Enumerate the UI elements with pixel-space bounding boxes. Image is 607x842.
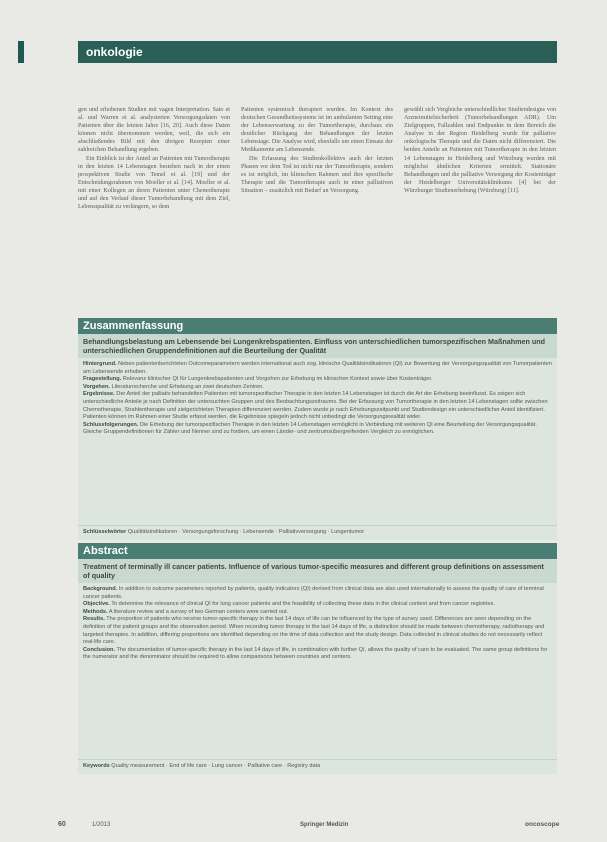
text-column-1 xyxy=(78,106,230,314)
section-text: Literaturrecherche und Erhebung an zwei deutschen Zentren. xyxy=(111,383,264,390)
section-header: onkologie xyxy=(78,41,557,63)
paragraph: gewählt sich Vergleiche unterschiedlicher Studiendesigns von Arzneimittelsicherheit (Tumorbehandlungen ADR). Um Zielgruppen, Fallzahlen und Endpunkte in dem Bereich die Analyse in der Region Heidelberg wurde für palliative onkologische Therapie und die Daten nicht differenziert. Die beiden Anteile an Patienten mit Tumortherapie in den letzten 14 Lebenstagen in Heidelberg und Würzburg wurden mit möglichst ähnlichen Kriterien ermittelt. Stationäre Behandlungen und die palliative Versorgung der Kostenträger der Heidelberger Universitätsklinikums [4] bei der Würzburger Studienerhebung (Würzburg) [11]. xyxy=(404,107,556,194)
issue-label: 1/2013 xyxy=(92,822,111,828)
keywords-label: Keywords xyxy=(83,763,110,769)
page-footer xyxy=(0,818,607,832)
abstract-heading: Abstract xyxy=(78,543,557,559)
abstract-title: Treatment of terminally ill cancer patients. Influence of various tumor-specific measures and different group definitions on assessment of quality xyxy=(78,559,557,583)
section-text: In addition to outcome parameters reported by patients, quality indicators (QI) derived from clinical data are also used internationally to assess the quality of care of terminal cancer patients. xyxy=(83,586,544,600)
abstract-section xyxy=(83,601,552,609)
abstract-section xyxy=(83,609,552,617)
summary-section xyxy=(83,384,552,392)
section-text: Der Anteil der palliativ behandelten Patienten mit tumorspezifischer Therapie in den letzten 14 Lebenstagen ist durch die Art der Erhebung beeinflusst. Es zeigen sich unterschiedliche Anteile je nach Definition der untersuchten Gruppen und des Beobachtungszeitraums. Bei der Erfassung von Tumortherapie in den letzten 14 Lebenstagen sollte zwischen Chemotherapie, Strahlentherapie und zielgerichteten Therapien differenziert werden. Zudem wurde je nach Erhebungszeitpunkt und Studiendesign ein unterschiedlicher Anteil identifiziert. Patienten können im Rahmen einer Studie erfasst werden, die Ergebnisse spiegeln jedoch nicht unbedingt die Versorgungsrealität wider. xyxy=(83,391,548,421)
section-label: Fragestellung. xyxy=(83,376,122,383)
section-label: Schlussfolgerungen. xyxy=(83,421,139,428)
keywords-text: Qualitätsindikatoren · Versorgungsforschung · Lebensende · Palliativversorgung · Lungentumor xyxy=(127,529,365,535)
section-label: Hintergrund. xyxy=(83,361,117,367)
abstract-section xyxy=(83,616,552,646)
paragraph: Patienten systemisch therapiert wurden. Im Kontext des deutschen Gesundheitssystems ist im ambulanten Setting eine der Lebenserwartung zu der Tumortherapie, durchaus ein deutlicher Rückgang der Behandlungen der letzten Lebenstage. Die Analyse wird, ebenfalls um einen Einsatz der Medikamente am Lebensende. xyxy=(241,107,393,154)
section-label: Methods. xyxy=(83,608,108,615)
keywords-text: Quality measurement · End of life care · Lung cancer · Palliative care · Registry data xyxy=(111,763,321,769)
zusammenfassung-box xyxy=(78,318,557,538)
section-label: Conclusion. xyxy=(83,646,116,653)
section-text: Neben patientenberichteten Outcomeparametern werden international auch sog. klinische Qualitätsindikatoren (QI) zur Bewertung der Versorgungsqualität von Tumorpatienten am Lebensende erhoben. xyxy=(83,361,552,375)
section-label: Vorgehen. xyxy=(83,383,110,390)
section-text: The documentation of tumor-specific therapy in the last 14 days of life, in combination with further QI, allows the quality of care to be evaluated. The same group definitions for the numerator and the denominator should be required to allow comparisons between countries and centers. xyxy=(83,646,548,661)
summary-section xyxy=(83,391,552,421)
text-column-3 xyxy=(404,106,556,314)
section-text: Die Erhebung der tumorspezifischen Therapie in den letzten 14 Lebenstagen ermöglicht in Verbindung mit weiteren QI eine Beurteilung der Versorgungsqualität. Gleiche Gruppendefinitionen für Zähler und Nenner sind zu fordern, um einen Länder- und zentrumsübergreifenden Vergleich zu ermöglichen. xyxy=(83,421,537,436)
abstract-section xyxy=(83,586,552,601)
body-text xyxy=(78,106,557,314)
section-label: Results. xyxy=(83,616,105,623)
section-label: Objective. xyxy=(83,601,110,608)
abstract-body xyxy=(78,583,557,759)
paragraph: Die Erfassung des Studienkollektivs auch der letzten Phasen vor dem Tod ist nicht nur der Tumortherapie, sondern es ist möglich, im klinischen Rahmen und ihre spezifische Therapie und die Tumortherapie auch in einer palliativen Situation – zusätzlich mit Bedarf an Versorgung. xyxy=(241,155,393,194)
summary-section xyxy=(83,361,552,376)
abstract-box xyxy=(78,543,557,775)
section-label: Background. xyxy=(83,586,118,592)
section-label: Ergebnisse. xyxy=(83,391,115,398)
page-number: 60 xyxy=(58,821,66,828)
keywords-label: Schlüsselwörter xyxy=(83,529,127,535)
section-marker xyxy=(18,41,24,63)
section-text: Relevanz klinischer QI für Lungenkrebspatienten und Vorgehen zur Erhebung im klinischen Kontext sowie über Kostenträger. xyxy=(122,376,433,383)
abstract-keywords xyxy=(78,759,557,774)
zusammenfassung-keywords xyxy=(78,525,557,540)
paragraph: gen und erhobenen Studien mit vagen Interpretation. Sato et al. und Warren et al. analysierten Versorgungsdaten von Patienten über die letzten Jahre [16, 20]. Auch diese Daten können nicht übernommen werden, weil, die sich ein abschließendes Bild mit den übrigen Rezepten einer zahlreichen Behandlung ergeben. xyxy=(78,107,230,154)
summary-section xyxy=(83,376,552,384)
section-text: A literature review and a survey of two German centers were carried out. xyxy=(108,608,289,615)
publisher-label: Springer Medizin xyxy=(300,822,349,828)
paragraph: Ein Einblick ist der Anteil an Patienten mit Tumortherapie in den letzten 14 Lebenstagen bestehen nach in der einen prospektiven Studie von Temel et al. [19] und der Entscheidungsrahmen von Moeller et al. [14]. Moeller et al. mit einer Kollegen an deren Patienten unter Chemotherapie und auf den Verlauf dieser Tumorbehandlung mit dem Ziel, Lebensqualität zu verlängern, so dem xyxy=(78,155,230,211)
text-column-2 xyxy=(241,106,393,314)
section-text: To determine the relevance of clinical QI for lung cancer patients and the feasibility of collecting these data in the clinical context and from cancer registries. xyxy=(111,601,495,608)
section-text: The proportion of patients who receive tumor-specific therapy in the last 14 days of life can be influenced by the type of survey used. Differences are seen depending on the definition of the patient groups and the observation period. When recording tumor therapy in the last 14 days of life, a distinction should be made between chemotherapy, radiotherapy and targeted therapies. In addition, differing proportions are identified depending on the time of data collection and the study design. Data collected in clinical studies do not necessarily reflect real-life care. xyxy=(83,616,545,646)
abstract-section xyxy=(83,647,552,662)
zusammenfassung-heading: Zusammenfassung xyxy=(78,318,557,334)
zusammenfassung-title: Behandlungsbelastung am Lebensende bei Lungenkrebspatienten. Einfluss von unterschiedlichen tumorspezifischen Maßnahmen und unterschiedlichen Gruppendefinitionen auf die Beurteilung der Qualität xyxy=(78,334,557,358)
journal-brand: oncoscope xyxy=(525,821,560,828)
zusammenfassung-body xyxy=(78,358,557,525)
summary-section xyxy=(83,422,552,437)
